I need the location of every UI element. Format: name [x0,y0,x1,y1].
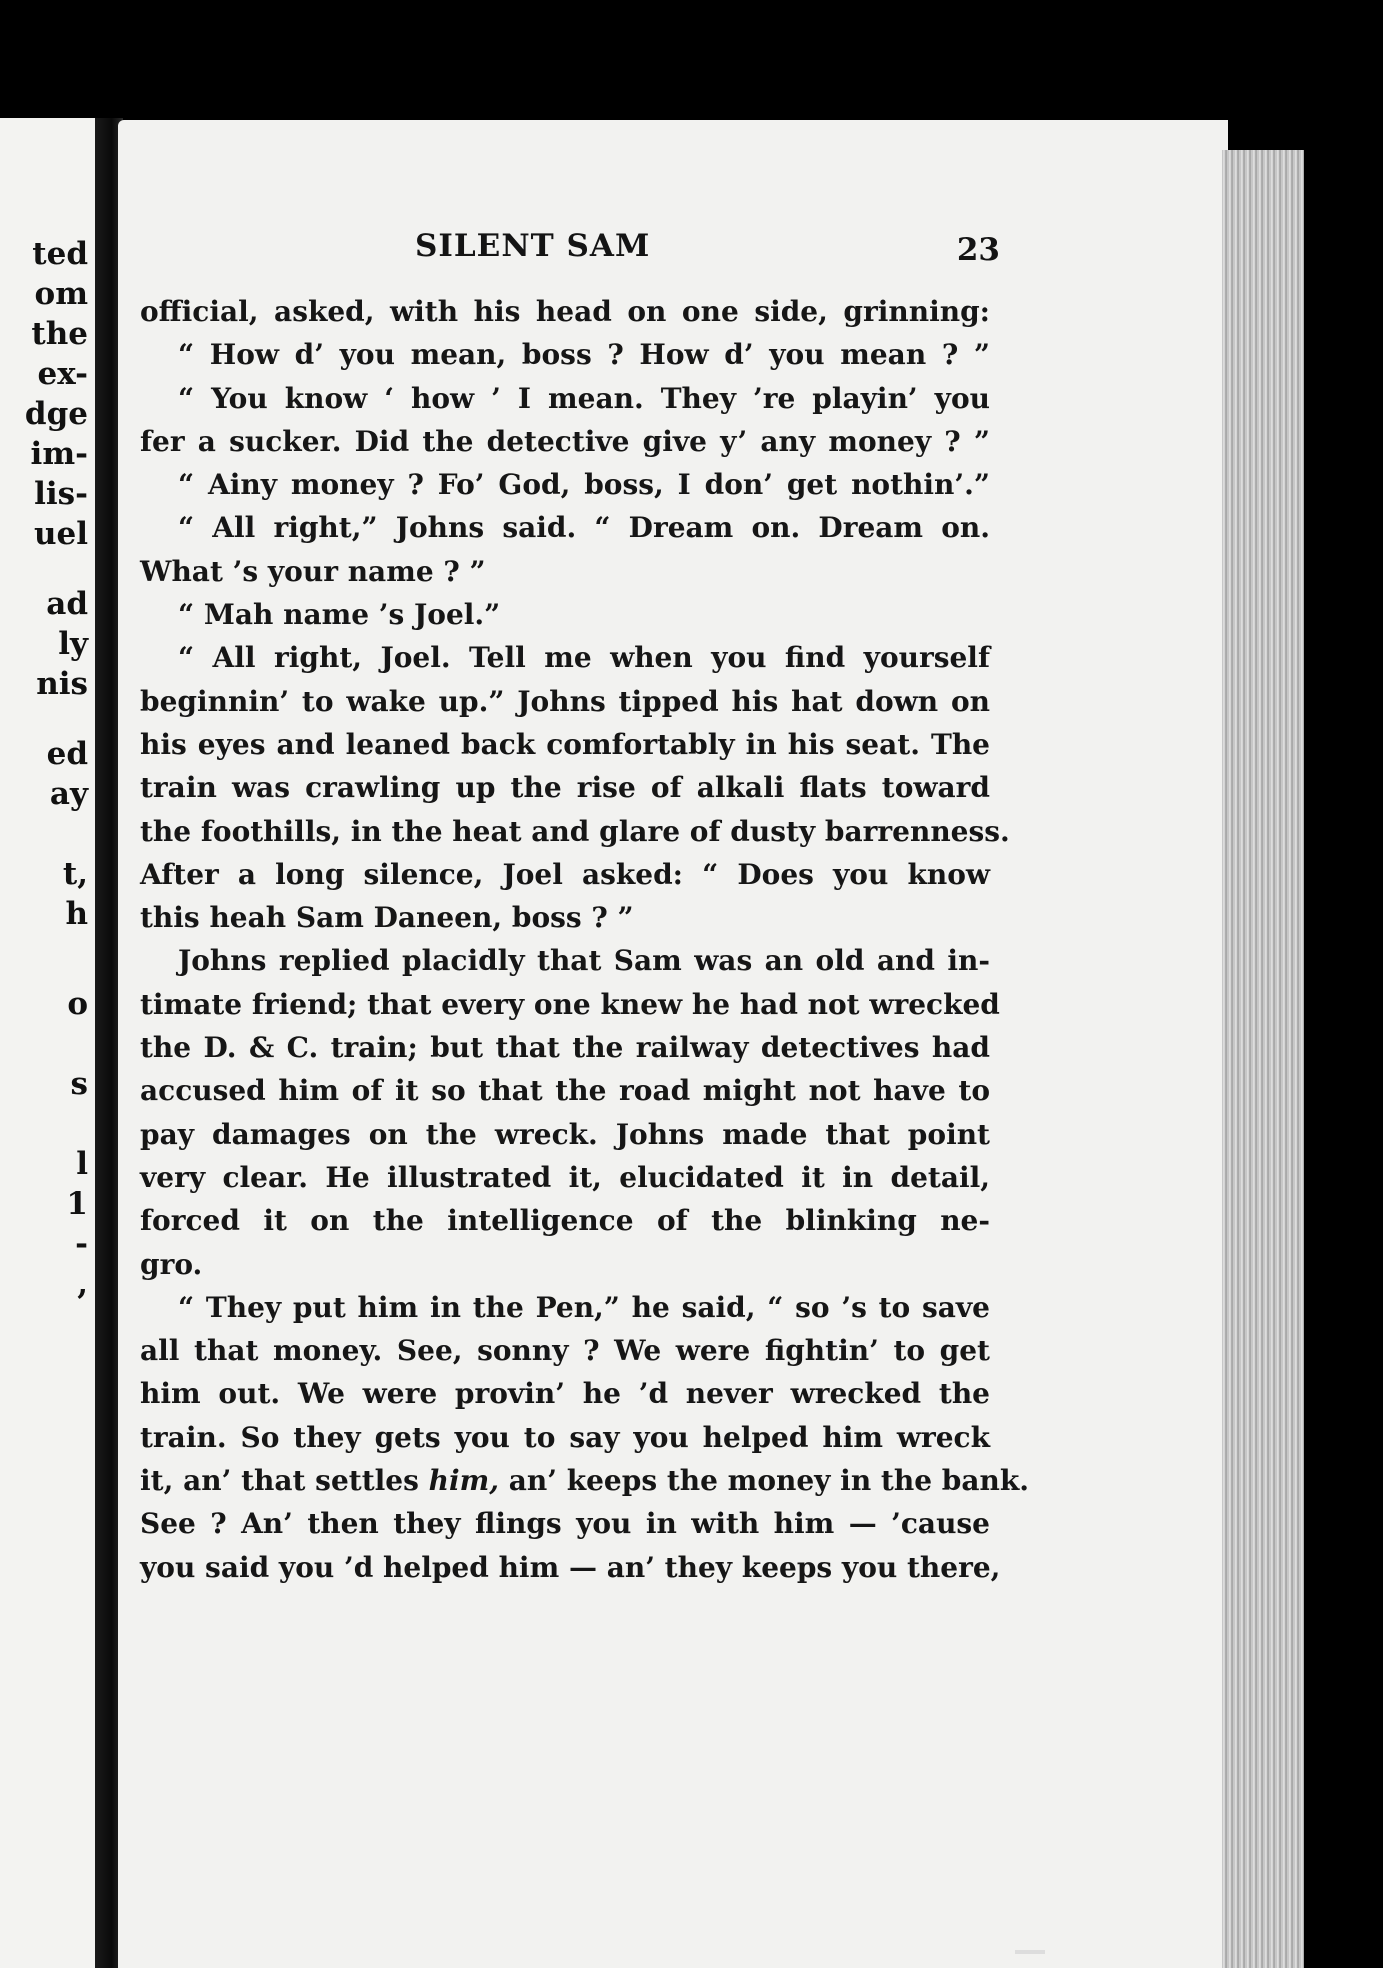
text-line: “ All right,” Johns said. “ Dream on. Dream on. [178,511,990,545]
text-line: See ? An’ then they flings you in with him — ’cause [140,1507,990,1541]
text-segment: an’ keeps the money in the bank. [498,1464,1029,1498]
text-line: the D. & C. train; but that the railway detectives had [140,1031,990,1065]
text-line: “ You know ‘ how ’ I mean. They ’re playin’ you [178,381,990,415]
text-line: very clear. He illustrated it, elucidated it in detail, [140,1160,990,1194]
left-fragment: lis- [34,476,88,512]
scan-artifact [1015,1950,1045,1954]
left-fragment: om [34,276,88,312]
page-number: 23 [956,232,1000,268]
italic-word: him, [428,1464,499,1498]
text-line: “ How d’ you mean, boss ? How d’ you mean ? ” [178,338,990,372]
text-line: you said you ’d helped him — an’ they keeps you there, [140,1550,1001,1584]
text-line: train was crawling up the rise of alkali flats toward [140,771,990,805]
body-text [140,290,1029,1589]
page-title: SILENT SAM [415,228,651,264]
left-fragment: h [65,896,88,932]
left-fragment: ex- [37,356,88,392]
text-line: “ All right, Joel. Tell me when you find yourself [178,641,990,675]
left-fragment: im- [30,436,88,472]
left-fragment: ed [46,736,88,772]
text-line: the foothills, in the heat and glare of dusty barrenness. [140,814,1010,848]
text-line: train. So they gets you to say you helped him wreck [140,1420,990,1454]
page-edges [1222,150,1304,1968]
text-line: “ They put him in the Pen,” he said, “ so ’s to save [178,1290,990,1324]
text-line: his eyes and leaned back comfortably in his seat. The [140,727,990,761]
left-facing-page [0,118,100,1968]
left-fragment: - [75,1226,88,1262]
left-fragment: t, [62,856,88,892]
text-line: official, asked, with his head on one side, grinning: [140,295,990,328]
left-fragment: s [70,1066,88,1102]
text-line: What ’s your name ? ” [140,554,486,588]
text-line: beginnin’ to wake up.” Johns tipped his hat down on [140,684,990,718]
text-line: forced it on the intelligence of the blinking ne- [140,1204,990,1238]
running-head [140,228,1000,272]
text-line: all that money. See, sonny ? We were fightin’ to get [140,1334,990,1368]
left-fragment: l [76,1146,88,1182]
left-fragment: ad [46,586,88,622]
text-line: him out. We were provin’ he ’d never wrecked the [140,1377,990,1411]
text-line: accused him of it so that the road might not have to [140,1074,990,1108]
left-fragment: ly [58,626,88,662]
left-fragment: dge [24,396,88,432]
left-fragment: , [77,1266,88,1302]
left-fragment: o [67,986,88,1022]
left-fragment: 1 [66,1186,88,1222]
left-fragment: ay [49,776,88,812]
text-line: pay damages on the wreck. Johns made that point [140,1117,990,1151]
left-fragment: the [31,316,88,352]
left-page-text-fragments [0,118,100,1968]
left-fragment: uel [33,516,88,552]
text-line: “ Ainy money ? Fo’ God, boss, I don’ get nothin’.” [178,468,990,502]
text-line-with-italic [140,1459,1029,1502]
text-line: timate friend; that every one knew he had not wrecked [140,987,1000,1021]
text-line: After a long silence, Joel asked: “ Does you know [140,857,990,891]
text-line: “ Mah name ’s Joel.” [178,598,501,632]
text-line: Johns replied placidly that Sam was an old and in- [178,944,990,978]
text-segment: it, an’ that settles [140,1464,419,1498]
left-fragment: ted [32,236,88,272]
text-line: fer a sucker. Did the detective give y’ any money ? ” [140,424,990,458]
text-line: gro. [140,1247,203,1281]
text-line: this heah Sam Daneen, boss ? ” [140,901,634,935]
left-fragment: nis [36,666,88,702]
